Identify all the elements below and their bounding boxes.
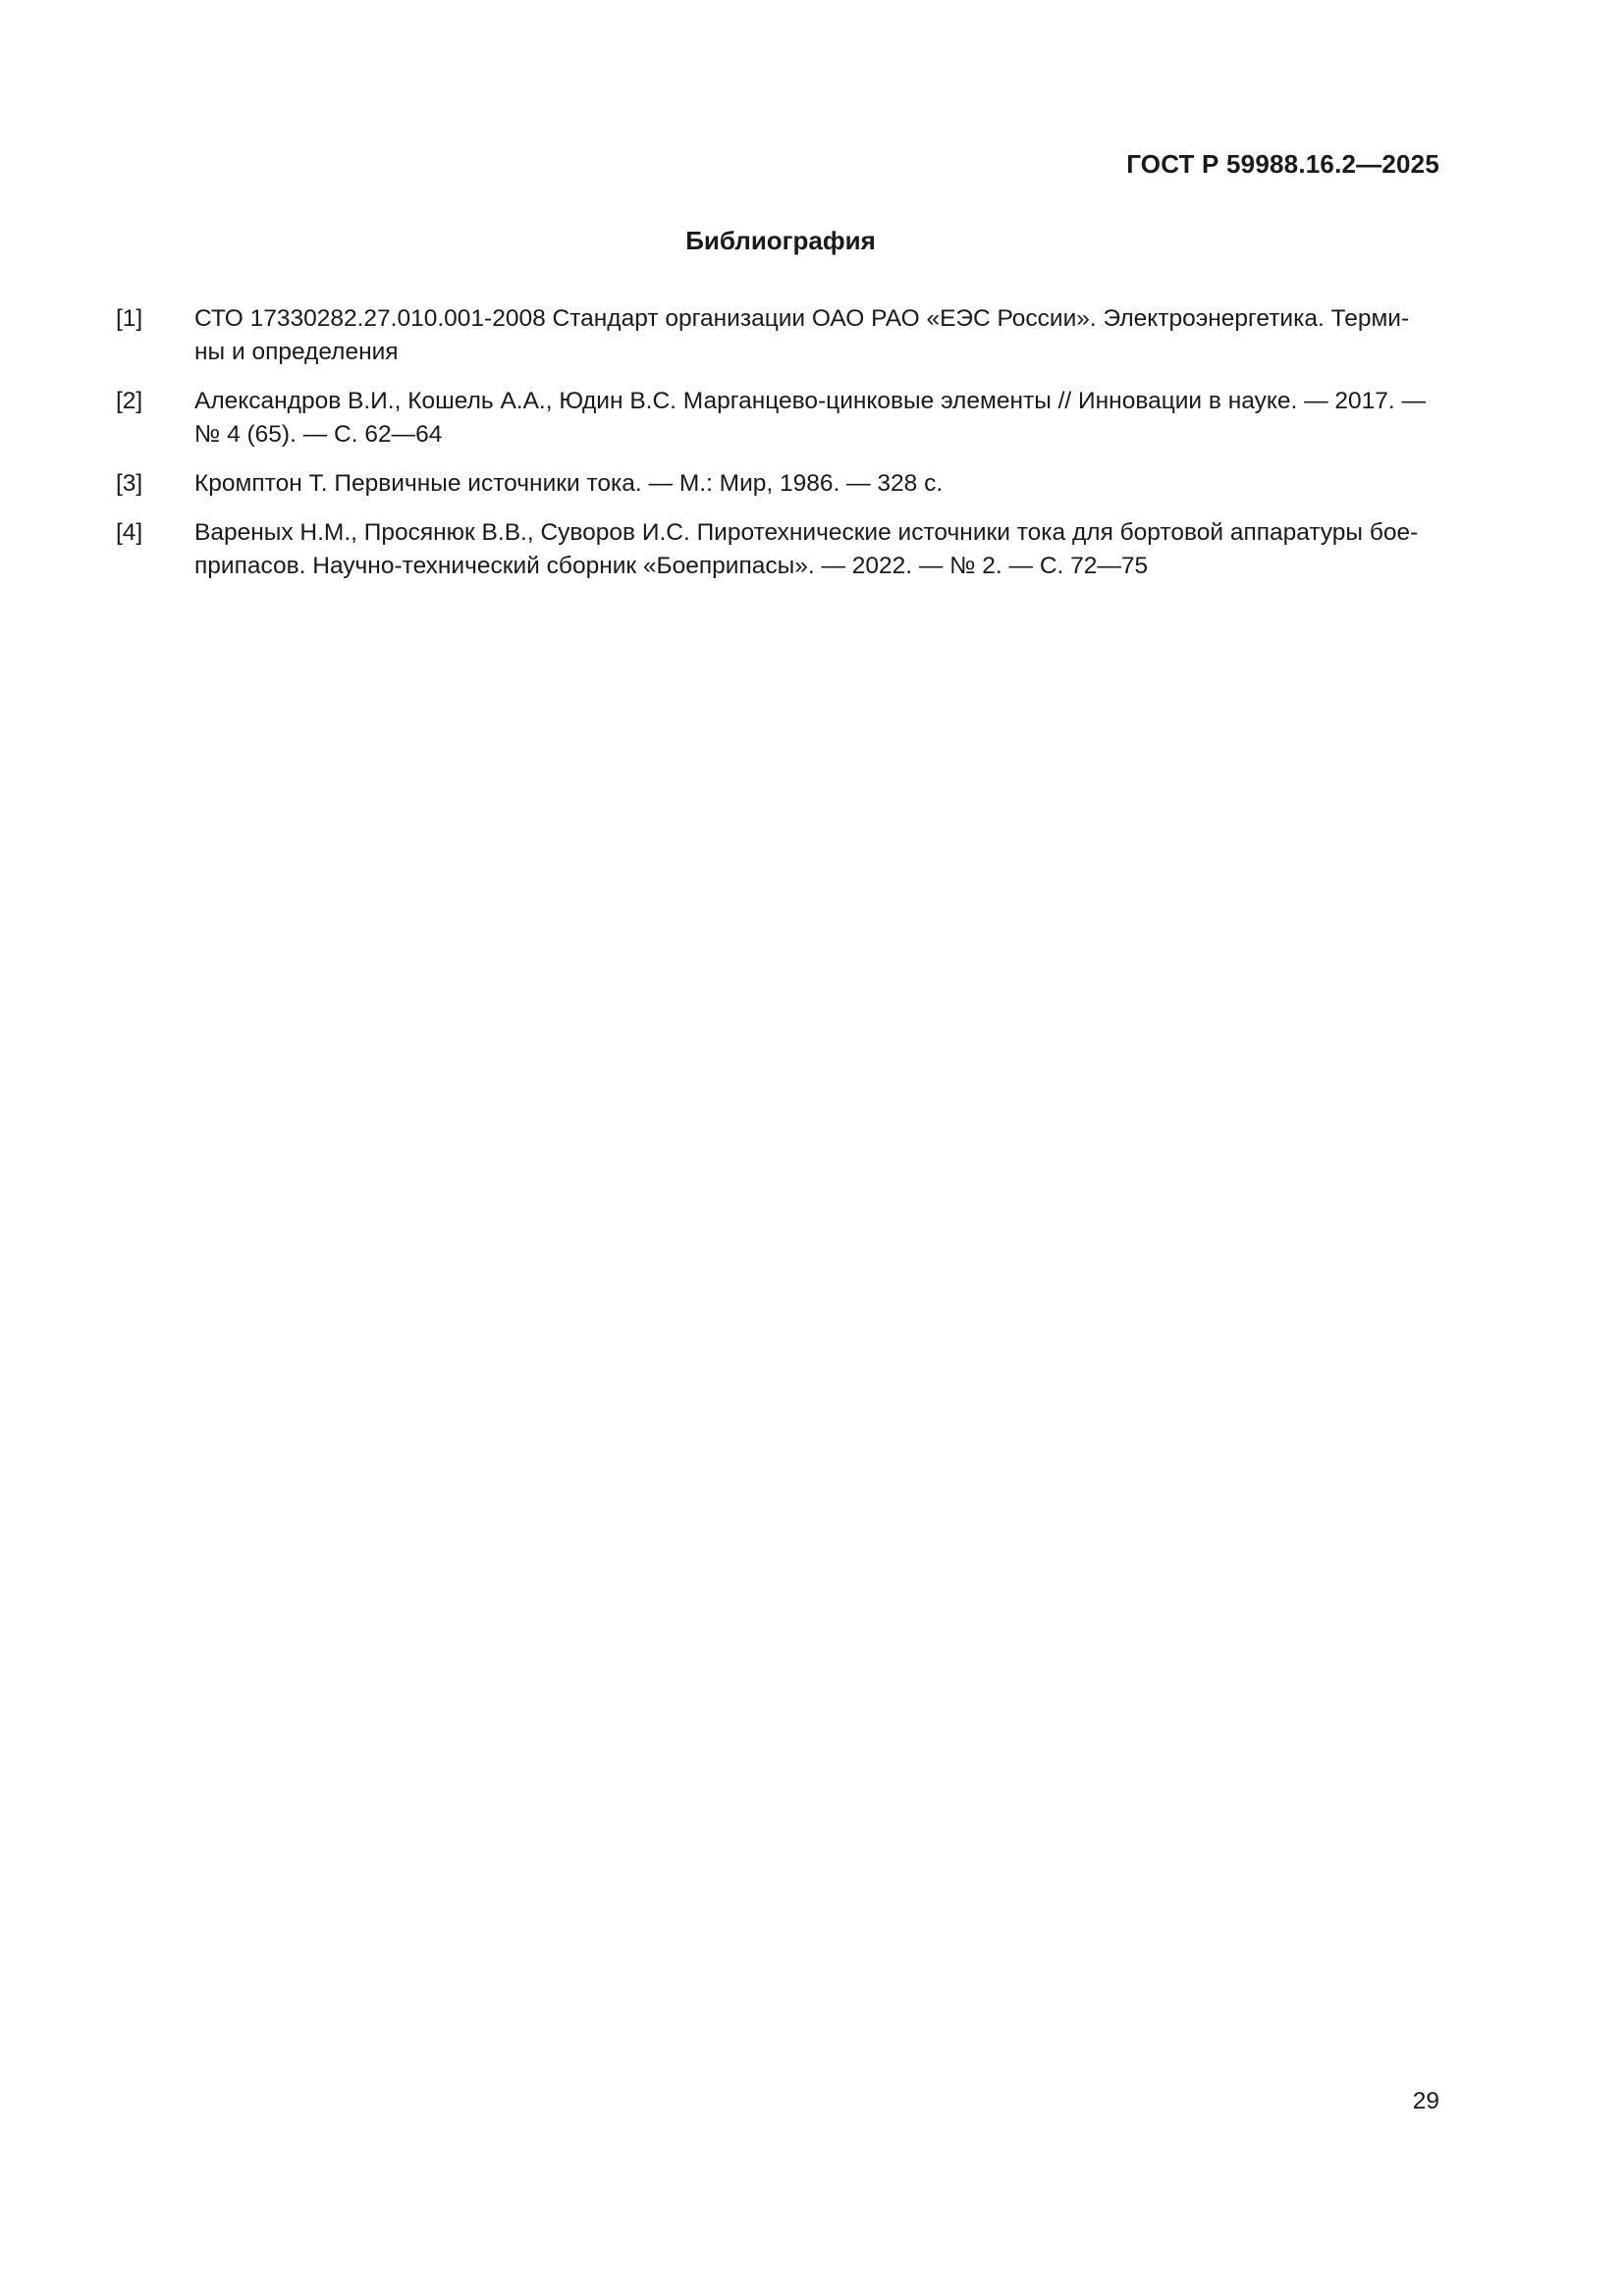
bibliography-entry-4 bbox=[116, 516, 1441, 583]
bibliography-entry-number: [3] bbox=[116, 470, 143, 497]
bibliography-title: Библиография bbox=[685, 226, 876, 255]
bibliography-entry-text bbox=[194, 467, 1441, 501]
bibliography-entry-line: ны и определения bbox=[194, 339, 399, 365]
bibliography-entry-line: № 4 (65). — С. 62—64 bbox=[194, 421, 443, 448]
document-code-header: ГОСТ Р 59988.16.2—2025 bbox=[1126, 149, 1439, 179]
bibliography-entry-number: [4] bbox=[116, 519, 143, 546]
bibliography-entry-text bbox=[194, 516, 1441, 583]
bibliography-entry-text bbox=[194, 385, 1441, 452]
bibliography-entry-number: [2] bbox=[116, 388, 143, 414]
page-number: 29 bbox=[1412, 2088, 1439, 2114]
bibliography-entry-line: припасов. Научно-технический сборник «Боеприпасы». — 2022. — № 2. — С. 72—75 bbox=[194, 553, 1149, 579]
bibliography-entry-line: СТО 17330282.27.010.001-2008 Стандарт организации ОАО РАО «ЕЭС России». Электроэнергетика. Терми- bbox=[194, 305, 1410, 332]
bibliography-entry-line: Кромптон Т. Первичные источники тока. — М.: Мир, 1986. — 328 с. bbox=[194, 470, 944, 497]
bibliography-list bbox=[116, 302, 1441, 599]
bibliography-entry-text bbox=[194, 302, 1441, 369]
bibliography-entry-2 bbox=[116, 385, 1441, 452]
bibliography-entry-line: Вареных Н.М., Просянюк В.В., Суворов И.С. Пиротехнические источники тока для бортовой аппаратуры бое- bbox=[194, 519, 1419, 546]
bibliography-entry-number: [1] bbox=[116, 305, 143, 332]
bibliography-entry-3 bbox=[116, 467, 1441, 501]
bibliography-entry-line: Александров В.И., Кошель А.А., Юдин В.С. Марганцево-цинковые элементы // Инновации в науке. — 2017. — bbox=[194, 388, 1427, 414]
bibliography-entry-1 bbox=[116, 302, 1441, 369]
